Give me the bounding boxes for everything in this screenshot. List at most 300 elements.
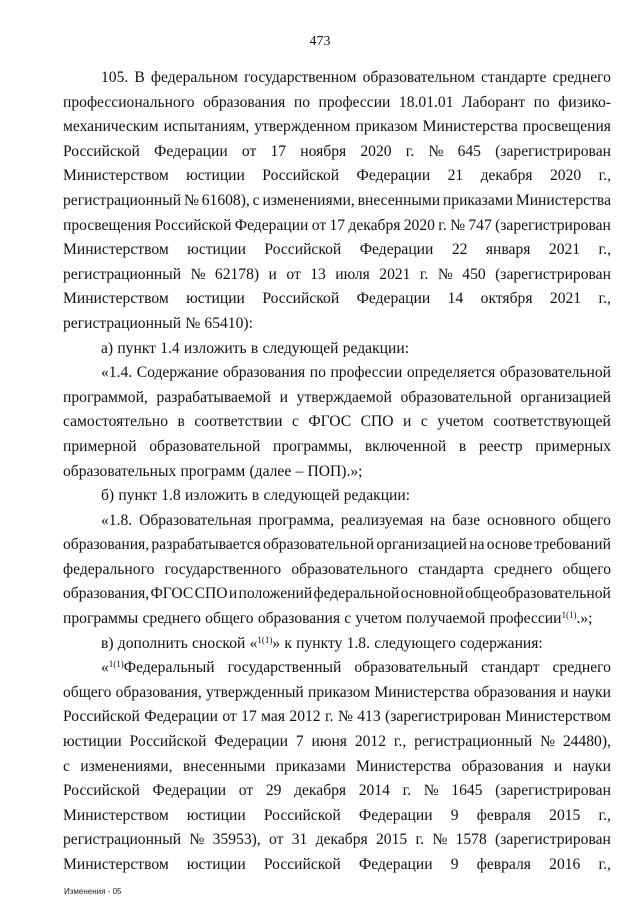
word: 2012: [289, 708, 321, 726]
word: с: [252, 191, 260, 209]
word: утвержденный: [206, 683, 304, 701]
word: №: [189, 831, 205, 849]
word: (зарегистрирован: [495, 142, 611, 160]
word: Федерации: [358, 806, 433, 824]
word: от: [241, 142, 257, 160]
word: учетом: [437, 413, 484, 431]
word: 413: [357, 708, 381, 726]
word: Федерации: [356, 167, 431, 185]
word: организацией: [520, 388, 611, 406]
word: г.: [438, 216, 447, 234]
word: 7: [295, 733, 304, 751]
word: Российской: [129, 733, 207, 751]
word: Федерации: [144, 708, 218, 726]
text-line: [63, 656, 611, 681]
page-footer: Изменения - 05: [64, 887, 122, 896]
text-line: [63, 607, 611, 632]
text-line: [63, 705, 611, 730]
word: 9: [450, 856, 459, 873]
word: Федерации: [214, 733, 288, 751]
word: приказом: [307, 683, 371, 701]
word: самостоятельно: [63, 413, 169, 431]
word: а): [101, 339, 114, 357]
word: образования,: [63, 536, 150, 554]
word: №: [540, 733, 555, 751]
word: образовательный: [354, 659, 469, 677]
word: (зарегистрирован: [495, 782, 611, 800]
word: 450: [462, 265, 486, 283]
word: 1.8: [161, 487, 181, 505]
document-body: [63, 66, 611, 878]
text-line: [63, 730, 611, 755]
word: требований: [534, 536, 611, 554]
text-line: [63, 828, 611, 853]
word: и: [554, 757, 563, 775]
word: с: [420, 413, 428, 431]
word: и: [279, 388, 288, 406]
word: базе: [452, 511, 481, 529]
word: на: [430, 511, 446, 529]
word: (зарегистрирован: [495, 216, 611, 234]
word: и: [268, 265, 277, 283]
word: образования: [473, 683, 557, 701]
word: по: [533, 93, 550, 111]
word: изложить: [184, 487, 248, 505]
word: дополнить: [117, 634, 188, 652]
word: «$^{1(1)}$»: [249, 634, 281, 652]
word: образовательных: [63, 462, 177, 480]
text-line: [63, 435, 611, 460]
word: общего: [205, 610, 254, 628]
word: Содержание: [136, 364, 219, 382]
word: государственный: [227, 659, 342, 677]
word: 9: [450, 806, 459, 824]
word: общего: [562, 511, 611, 529]
word: общего: [63, 683, 112, 701]
word: июня: [311, 733, 347, 751]
footnote-marker: 1(1): [561, 610, 577, 621]
word: «$^{1(1)}$Федеральный: [101, 659, 215, 677]
word: Российской: [154, 216, 232, 234]
word: 62178): [214, 265, 260, 283]
text-line: [63, 115, 611, 140]
text-line: [63, 361, 611, 386]
word: стандарта: [418, 560, 484, 578]
word: разрабатываемой: [156, 388, 271, 406]
word: стандарте: [481, 69, 547, 86]
word: получаемой: [406, 610, 486, 628]
word: 17: [270, 142, 287, 160]
word: февраля: [476, 856, 531, 873]
word: Министерством: [63, 167, 169, 185]
word: содержания:: [459, 634, 543, 652]
word: науки: [572, 757, 611, 775]
word: юстиции: [63, 733, 122, 751]
word: с: [291, 413, 299, 431]
word: г.: [419, 265, 429, 283]
word: 13: [310, 265, 326, 283]
word: Федерации: [359, 241, 434, 259]
word: Министерства: [374, 683, 470, 701]
word: пункт: [117, 339, 157, 357]
word: стандарт: [481, 659, 540, 677]
word: в: [177, 413, 185, 431]
word: общеобразовательной: [465, 585, 611, 603]
word: г.,: [393, 733, 407, 751]
word: соответствующей: [493, 413, 611, 431]
text-line: [63, 140, 611, 165]
word: внесенными: [182, 757, 266, 775]
text-line: [63, 214, 611, 239]
word: образовательной: [499, 364, 611, 382]
word: 2015: [375, 831, 408, 849]
word: и: [560, 683, 569, 701]
word: №: [432, 831, 448, 849]
word: программой,: [63, 388, 148, 406]
word: изложить: [183, 339, 247, 357]
word: декабря: [348, 216, 401, 234]
word: 17: [329, 216, 346, 234]
word: и: [228, 585, 238, 603]
word: среднего: [552, 659, 611, 677]
word: от: [269, 831, 284, 849]
word: следующего: [374, 634, 456, 652]
word: соответствии: [194, 413, 283, 431]
word: января: [485, 241, 531, 259]
word: г.: [415, 831, 425, 849]
word: основного: [487, 511, 556, 529]
word: физико-: [558, 93, 611, 111]
text-line: [63, 533, 611, 558]
word: сноской: [192, 634, 246, 652]
word: образования: [203, 93, 286, 111]
word: 17: [241, 708, 257, 726]
word: 35953),: [212, 831, 261, 849]
word: пункту: [296, 634, 343, 652]
text-line: [63, 337, 611, 362]
word: Российской: [63, 782, 140, 800]
word: 747: [468, 216, 492, 234]
word: просвещения: [522, 118, 611, 136]
word: редакции:: [342, 339, 410, 357]
word: 29: [265, 782, 282, 800]
word: Министерства: [422, 118, 518, 136]
word: от: [238, 782, 254, 800]
word: среднего: [142, 610, 201, 628]
word: Федерации: [154, 142, 228, 160]
word: Министерством: [63, 241, 169, 259]
word: по: [309, 364, 326, 382]
word: федеральном: [150, 69, 239, 86]
footnote-marker: 1(1): [257, 634, 273, 645]
word: ФГОС: [308, 413, 352, 431]
word: с: [63, 757, 70, 775]
word: внесенными: [357, 191, 441, 209]
word: на: [469, 536, 485, 554]
word: образования: [257, 610, 341, 628]
word: г.,: [598, 806, 611, 824]
word: регистрационный: [63, 831, 182, 849]
word: 31: [291, 831, 308, 849]
word: июля: [335, 265, 370, 283]
word: государственного: [164, 560, 282, 578]
text-line: [63, 386, 611, 411]
word: образовательном: [362, 69, 475, 86]
word: 645: [457, 142, 481, 160]
word: положений: [238, 585, 313, 603]
word: с: [344, 610, 352, 628]
word: среднего: [493, 560, 553, 578]
word: декабря: [480, 167, 533, 185]
word: 65410):: [204, 314, 253, 332]
word: №: [423, 782, 439, 800]
word: б): [101, 487, 115, 505]
word: Образовательная: [139, 511, 252, 529]
word: приказом: [355, 118, 418, 136]
word: г.: [402, 782, 412, 800]
word: изменениями,: [262, 191, 355, 209]
word: юстиции: [186, 290, 245, 308]
word: юстиции: [186, 167, 245, 185]
word: Российской: [63, 708, 140, 726]
word: №: [183, 191, 199, 209]
word: образования,: [115, 683, 202, 701]
word: профессионального: [63, 93, 195, 111]
text-line: [63, 287, 611, 312]
word: профессии: [318, 93, 391, 111]
word: организацией: [376, 536, 468, 554]
word: 21: [447, 167, 464, 185]
page-number: 473: [309, 34, 331, 49]
word: науки: [572, 683, 611, 701]
word: в: [250, 339, 259, 357]
text-line: [63, 91, 611, 116]
text-line: [63, 582, 611, 607]
word: регистрационный: [63, 314, 182, 332]
word: и: [403, 413, 412, 431]
word: 2012: [354, 733, 387, 751]
word: г.: [405, 142, 415, 160]
text-line: [63, 853, 611, 878]
word: №: [437, 265, 453, 283]
word: юстиции: [186, 806, 246, 824]
word: общего: [562, 560, 611, 578]
word: учетом: [355, 610, 402, 628]
text-line: [63, 238, 611, 263]
word: Российской: [263, 806, 341, 824]
word: Министерством: [63, 856, 169, 873]
text-line: [63, 804, 611, 829]
word: Российской: [264, 241, 342, 259]
word: определяется: [406, 364, 496, 382]
word: (далее: [249, 462, 292, 480]
word: Федерации: [152, 782, 227, 800]
word: ноября: [300, 142, 347, 160]
text-line: [63, 164, 611, 189]
word: включенной: [364, 437, 447, 455]
word: 1.4: [160, 339, 180, 357]
word: 2020: [403, 216, 435, 234]
text-line: [63, 779, 611, 804]
word: «1.8.: [101, 511, 133, 529]
word: СПО: [194, 585, 228, 603]
word: №: [450, 216, 466, 234]
word: просвещения: [63, 216, 152, 234]
word: от: [311, 216, 327, 234]
word: СПО: [360, 413, 394, 431]
word: декабря: [294, 782, 347, 800]
word: №: [185, 314, 201, 332]
word: Российской: [263, 856, 341, 873]
word: г.: [325, 708, 334, 726]
word: приказами: [442, 191, 513, 209]
word: –: [295, 462, 304, 480]
word: реестр: [478, 437, 523, 455]
word: в: [458, 437, 467, 455]
word: регистрационный: [63, 191, 182, 209]
word: мая: [261, 708, 285, 726]
word: 2021: [549, 290, 582, 308]
text-line: [63, 66, 611, 91]
word: юстиции: [186, 856, 246, 873]
word: к: [284, 634, 292, 652]
word: образования,: [63, 585, 150, 603]
word: 2020: [360, 142, 392, 160]
text-line: [63, 755, 611, 780]
word: федеральной: [313, 585, 400, 603]
word: по: [293, 93, 311, 111]
word: примерных: [535, 437, 611, 455]
footnote-marker: 1(1): [108, 659, 124, 670]
word: Министерством: [63, 290, 169, 308]
word: программы: [63, 610, 139, 628]
word: ПОП).»;: [307, 462, 363, 480]
word: Федерации: [234, 216, 309, 234]
word: основной: [400, 585, 464, 603]
word: от: [222, 708, 237, 726]
word: образовательного: [291, 560, 408, 578]
word: разрабатывается: [151, 536, 261, 554]
word: в): [101, 634, 114, 652]
word: образовательной: [400, 388, 512, 406]
word: декабря: [315, 831, 368, 849]
word: регистрационный: [63, 265, 182, 283]
word: механическим: [63, 118, 159, 136]
word: основе: [486, 536, 533, 554]
word: следующей: [263, 487, 340, 505]
word: 1578: [455, 831, 487, 849]
text-line: [63, 410, 611, 435]
word: 2016: [549, 856, 581, 873]
word: приказами: [275, 757, 346, 775]
word: федерального: [63, 560, 155, 578]
text-line: [63, 632, 611, 657]
word: Лаборант: [461, 93, 526, 111]
word: Федерации: [356, 290, 431, 308]
text-line: [63, 312, 611, 337]
text-line: [63, 558, 611, 583]
word: в: [251, 487, 260, 505]
word: 105.: [101, 69, 129, 86]
word: В: [134, 69, 145, 86]
word: редакции:: [343, 487, 411, 505]
word: программы,: [272, 437, 353, 455]
word: образовательной: [149, 437, 261, 455]
word: (зарегистрирован: [495, 265, 611, 283]
word: 2021: [379, 265, 411, 283]
text-line: [63, 460, 611, 485]
word: 2015: [549, 806, 581, 824]
word: Министерством: [505, 708, 611, 726]
word: октября: [480, 290, 533, 308]
word: 24480),: [562, 733, 611, 751]
word: г.,: [598, 290, 611, 308]
word: утверждаемой: [296, 388, 392, 406]
word: 14: [447, 290, 464, 308]
word: февраля: [476, 806, 531, 824]
word: государственном: [244, 69, 357, 86]
word: №: [337, 708, 353, 726]
word: г.,: [598, 856, 611, 873]
text-line: [63, 484, 611, 509]
word: утвержденном: [254, 118, 351, 136]
word: (зарегистрирован: [385, 708, 501, 726]
word: г.,: [598, 241, 611, 259]
word: 22: [451, 241, 468, 259]
word: Министерства: [355, 757, 452, 775]
word: юстиции: [187, 241, 246, 259]
word: №: [190, 265, 206, 283]
text-line: [63, 263, 611, 288]
word: Российской: [262, 290, 340, 308]
text-line: [63, 681, 611, 706]
word: Федерации: [358, 856, 433, 873]
word: (зарегистрирован: [495, 831, 611, 849]
word: 2020: [549, 167, 582, 185]
word: программ: [180, 462, 246, 480]
word: образования: [222, 364, 306, 382]
word: 1.8.: [346, 634, 370, 652]
word: г.,: [598, 167, 611, 185]
word: профессии: [330, 364, 403, 382]
word: 1645: [451, 782, 483, 800]
word: реализуемая: [340, 511, 424, 529]
word: 18.01.01: [398, 93, 454, 111]
word: Министерства: [515, 191, 611, 209]
word: 61608),: [201, 191, 250, 209]
text-line: [63, 509, 611, 534]
word: испытаниям,: [163, 118, 250, 136]
word: следующей: [262, 339, 339, 357]
word: образовательной: [263, 536, 375, 554]
word: 2014: [358, 782, 390, 800]
word: Министерством: [63, 806, 169, 824]
word: ФГОС: [150, 585, 194, 603]
word: пункт: [118, 487, 158, 505]
word: Российской: [262, 167, 340, 185]
word: от: [286, 265, 301, 283]
word: №: [428, 142, 444, 160]
word: среднего: [552, 69, 611, 86]
word: изменениями,: [80, 757, 173, 775]
word: образования: [461, 757, 544, 775]
word: примерной: [63, 437, 137, 455]
word: «1.4.: [101, 364, 133, 382]
word: профессии$^{1(1)}$.»;: [489, 610, 593, 628]
text-line: [63, 189, 611, 214]
word: Российской: [63, 142, 140, 160]
word: регистрационный: [414, 733, 533, 751]
